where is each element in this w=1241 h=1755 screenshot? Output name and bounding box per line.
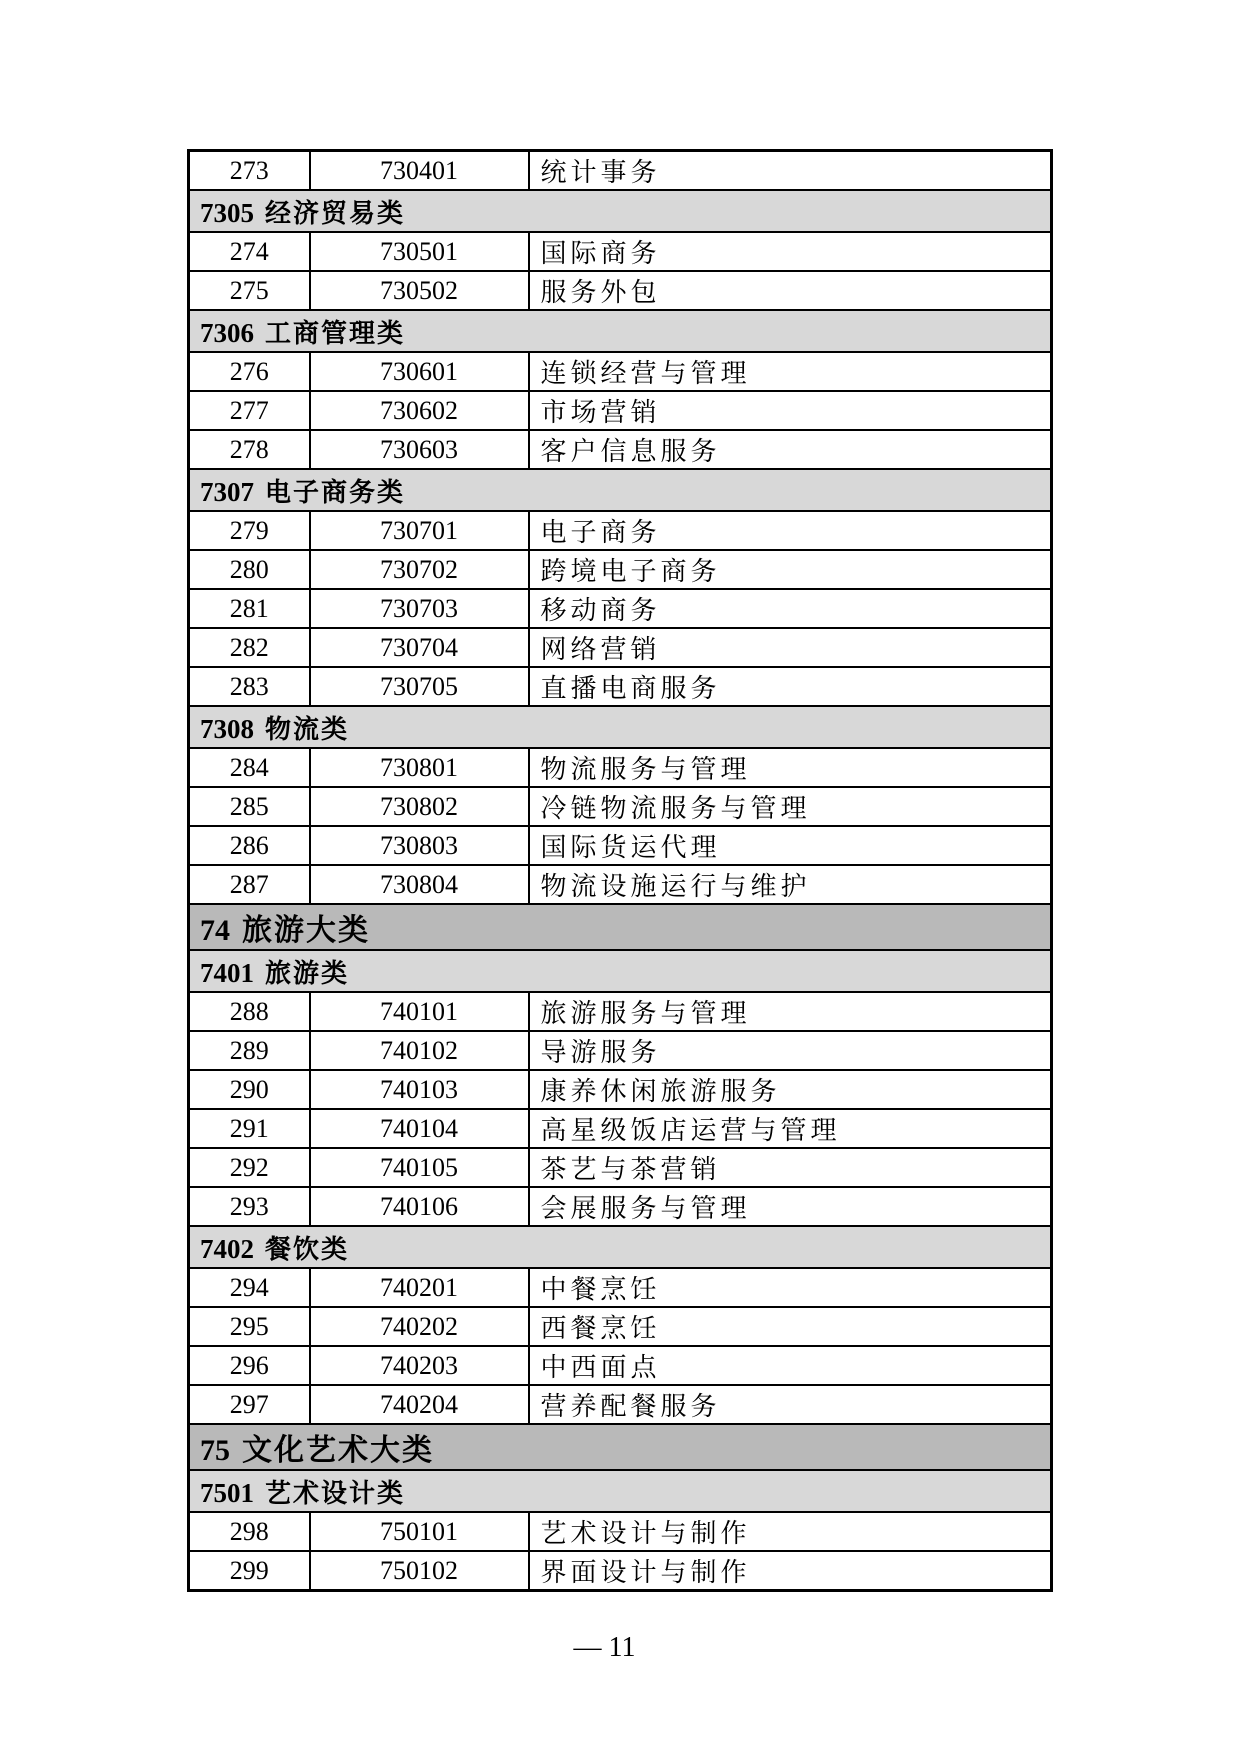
table-row (189, 1031, 1052, 1070)
subcategory-header-cell (189, 706, 1052, 748)
specialty-code-cell: 730804 (310, 865, 529, 904)
row-number-cell: 297 (189, 1385, 310, 1424)
specialty-name-cell: 国际商务 (529, 232, 1052, 271)
specialty-code-cell: 730703 (310, 589, 529, 628)
subcategory-code: 7402 (200, 1233, 254, 1264)
specialty-name-cell: 西餐烹饪 (529, 1307, 1052, 1346)
row-number-cell: 293 (189, 1187, 310, 1226)
table-row (189, 151, 1052, 191)
specialty-name-cell: 营养配餐服务 (529, 1385, 1052, 1424)
subcategory-label: 经济贸易类 (265, 197, 406, 228)
page-number: — 11 (573, 1632, 636, 1663)
specialty-code-cell: 740105 (310, 1148, 529, 1187)
subcategory-header-row (189, 469, 1052, 511)
row-number-cell: 276 (189, 352, 310, 391)
specialty-name-cell: 直播电商服务 (529, 667, 1052, 706)
subcategory-header-row (189, 190, 1052, 232)
table-row (189, 865, 1052, 904)
specialty-code-cell: 740101 (310, 992, 529, 1031)
specialty-code-cell: 730601 (310, 352, 529, 391)
table-row (189, 1148, 1052, 1187)
table-row (189, 1551, 1052, 1591)
specialty-name-cell: 会展服务与管理 (529, 1187, 1052, 1226)
table-row (189, 1268, 1052, 1307)
table-row (189, 589, 1052, 628)
table-row (189, 748, 1052, 787)
specialty-code-cell: 730802 (310, 787, 529, 826)
table-row (189, 1109, 1052, 1148)
major-category-label: 文化艺术大类 (242, 1434, 434, 1467)
specialty-code-cell: 740201 (310, 1268, 529, 1307)
table-row (189, 430, 1052, 469)
specialty-code-cell: 730803 (310, 826, 529, 865)
subcategory-header-row (189, 950, 1052, 992)
major-category-header-cell (189, 1424, 1052, 1470)
major-category-code: 74 (200, 914, 230, 947)
table-row (189, 1307, 1052, 1346)
specialty-code-cell: 730701 (310, 511, 529, 550)
specialty-code-cell: 730602 (310, 391, 529, 430)
specialty-name-cell: 导游服务 (529, 1031, 1052, 1070)
row-number-cell: 285 (189, 787, 310, 826)
table-row (189, 1385, 1052, 1424)
specialty-code-cell: 740106 (310, 1187, 529, 1226)
row-number-cell: 291 (189, 1109, 310, 1148)
row-number-cell: 283 (189, 667, 310, 706)
table-row (189, 1070, 1052, 1109)
specialty-name-cell: 服务外包 (529, 271, 1052, 310)
specialty-name-cell: 茶艺与茶营销 (529, 1148, 1052, 1187)
specialty-name-cell: 统计事务 (529, 151, 1052, 191)
row-number-cell: 279 (189, 511, 310, 550)
specialty-code-cell: 730501 (310, 232, 529, 271)
table-body (189, 151, 1052, 1591)
table-row (189, 352, 1052, 391)
table-row (189, 391, 1052, 430)
specialty-name-cell: 连锁经营与管理 (529, 352, 1052, 391)
specialty-name-cell: 物流设施运行与维护 (529, 865, 1052, 904)
specialty-code-cell: 730702 (310, 550, 529, 589)
specialty-code-cell: 730801 (310, 748, 529, 787)
subcategory-label: 旅游类 (265, 957, 350, 988)
table-row (189, 1512, 1052, 1551)
row-number-cell: 288 (189, 992, 310, 1031)
specialty-name-cell: 电子商务 (529, 511, 1052, 550)
table-row (189, 1346, 1052, 1385)
row-number-cell: 295 (189, 1307, 310, 1346)
row-number-cell: 292 (189, 1148, 310, 1187)
specialty-name-cell: 跨境电子商务 (529, 550, 1052, 589)
specialty-name-cell: 艺术设计与制作 (529, 1512, 1052, 1551)
table-row (189, 232, 1052, 271)
major-category-header-row (189, 904, 1052, 950)
major-category-label: 旅游大类 (242, 914, 370, 947)
row-number-cell: 298 (189, 1512, 310, 1551)
row-number-cell: 290 (189, 1070, 310, 1109)
subcategory-header-cell (189, 1226, 1052, 1268)
table-row (189, 667, 1052, 706)
table-row (189, 511, 1052, 550)
specialty-name-cell: 旅游服务与管理 (529, 992, 1052, 1031)
specialty-name-cell: 移动商务 (529, 589, 1052, 628)
subcategory-code: 7501 (200, 1477, 254, 1508)
row-number-cell: 299 (189, 1551, 310, 1591)
specialty-code-cell: 730502 (310, 271, 529, 310)
subcategory-label: 艺术设计类 (265, 1477, 406, 1508)
specialty-name-cell: 界面设计与制作 (529, 1551, 1052, 1591)
specialty-code-cell: 740202 (310, 1307, 529, 1346)
specialty-code-cell: 730603 (310, 430, 529, 469)
specialty-name-cell: 康养休闲旅游服务 (529, 1070, 1052, 1109)
subcategory-label: 工商管理类 (265, 317, 406, 348)
row-number-cell: 280 (189, 550, 310, 589)
table-row (189, 992, 1052, 1031)
major-category-header-row (189, 1424, 1052, 1470)
specialty-code-cell: 730401 (310, 151, 529, 191)
major-category-code: 75 (200, 1434, 230, 1467)
subcategory-header-row (189, 1470, 1052, 1512)
row-number-cell: 289 (189, 1031, 310, 1070)
specialty-name-cell: 高星级饭店运营与管理 (529, 1109, 1052, 1148)
row-number-cell: 294 (189, 1268, 310, 1307)
row-number-cell: 278 (189, 430, 310, 469)
table-row (189, 550, 1052, 589)
row-number-cell: 274 (189, 232, 310, 271)
major-category-header-cell (189, 904, 1052, 950)
table-row (189, 1187, 1052, 1226)
specialty-code-cell: 750102 (310, 1551, 529, 1591)
specialty-code-table (187, 149, 1053, 1592)
subcategory-code: 7401 (200, 957, 254, 988)
subcategory-code: 7305 (200, 197, 254, 228)
subcategory-label: 餐饮类 (265, 1233, 350, 1264)
row-number-cell: 275 (189, 271, 310, 310)
row-number-cell: 286 (189, 826, 310, 865)
subcategory-code: 7308 (200, 713, 254, 744)
subcategory-label: 物流类 (265, 713, 350, 744)
subcategory-header-cell (189, 310, 1052, 352)
subcategory-header-row (189, 706, 1052, 748)
row-number-cell: 273 (189, 151, 310, 191)
specialty-code-cell: 740104 (310, 1109, 529, 1148)
specialty-name-cell: 市场营销 (529, 391, 1052, 430)
table-row (189, 628, 1052, 667)
table-row (189, 826, 1052, 865)
row-number-cell: 281 (189, 589, 310, 628)
subcategory-code: 7306 (200, 317, 254, 348)
table-row (189, 787, 1052, 826)
specialty-code-cell: 740102 (310, 1031, 529, 1070)
specialty-code-cell: 740203 (310, 1346, 529, 1385)
specialty-name-cell: 网络营销 (529, 628, 1052, 667)
row-number-cell: 296 (189, 1346, 310, 1385)
subcategory-code: 7307 (200, 476, 254, 507)
row-number-cell: 282 (189, 628, 310, 667)
specialty-code-cell: 740103 (310, 1070, 529, 1109)
row-number-cell: 284 (189, 748, 310, 787)
specialty-name-cell: 国际货运代理 (529, 826, 1052, 865)
specialty-name-cell: 物流服务与管理 (529, 748, 1052, 787)
specialty-name-cell: 冷链物流服务与管理 (529, 787, 1052, 826)
subcategory-header-cell (189, 190, 1052, 232)
specialty-code-cell: 730704 (310, 628, 529, 667)
specialty-code-cell: 740204 (310, 1385, 529, 1424)
subcategory-header-cell (189, 1470, 1052, 1512)
subcategory-header-row (189, 310, 1052, 352)
subcategory-header-cell (189, 469, 1052, 511)
specialty-name-cell: 客户信息服务 (529, 430, 1052, 469)
row-number-cell: 287 (189, 865, 310, 904)
specialty-name-cell: 中餐烹饪 (529, 1268, 1052, 1307)
specialty-code-cell: 730705 (310, 667, 529, 706)
subcategory-header-cell (189, 950, 1052, 992)
specialty-name-cell: 中西面点 (529, 1346, 1052, 1385)
specialty-code-cell: 750101 (310, 1512, 529, 1551)
table-row (189, 271, 1052, 310)
subcategory-label: 电子商务类 (265, 476, 406, 507)
subcategory-header-row (189, 1226, 1052, 1268)
row-number-cell: 277 (189, 391, 310, 430)
